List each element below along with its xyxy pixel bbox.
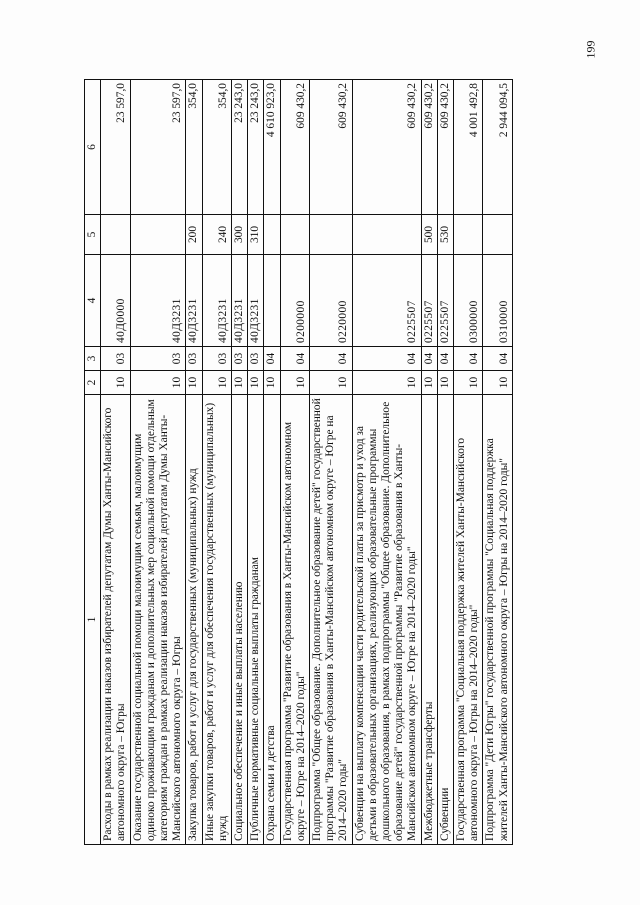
row-expense-type-cell: 240 [202,215,231,255]
table-row [186,80,202,845]
table-row [130,80,186,845]
row-name-cell: Государственная программа "Развитие образования в Ханты-Мансийском автономном округе – Югре на 2014–2020 годы" [280,395,309,845]
row-target-article-cell: 0310000 [483,255,512,347]
row-expense-type-cell: 300 [232,215,248,255]
row-target-article-cell: 40Д3231 [186,255,202,347]
table-row [310,80,353,845]
header-cell-name: 1 [85,395,101,845]
row-name-cell: Публичные нормативные социальные выплаты гражданам [248,395,264,845]
row-amount-cell: 609 430,2 [280,80,309,215]
row-target-article-cell [264,255,280,347]
row-subsection-cell: 04 [264,347,280,371]
row-expense-type-cell [264,215,280,255]
row-amount-cell: 609 430,2 [421,80,437,215]
row-target-article-cell: 0225507 [437,255,453,347]
row-target-article-cell: 40Д3231 [248,255,264,347]
header-cell-expense-type: 5 [85,215,101,255]
row-name-cell: Межбюджетные трансферты [421,395,437,845]
row-amount-cell: 2 944 094,5 [483,80,512,215]
row-subsection-cell: 03 [232,347,248,371]
row-expense-type-cell [280,215,309,255]
table-row [483,80,512,845]
row-amount-cell: 609 430,2 [437,80,453,215]
row-target-article-cell: 40Д3231 [130,255,186,347]
row-subsection-cell: 04 [352,347,421,371]
table-row [248,80,264,845]
row-name-cell: Расходы в рамках реализации наказов избирателей депутатам Думы Ханты-Мансийского автономного округа – Югры [101,395,130,845]
row-expense-type-cell [483,215,512,255]
row-target-article-cell: 40Д3231 [202,255,231,347]
table-row [101,80,130,845]
row-name-cell: Подпрограмма "Дети Югры" государственной программы "Социальная поддержка жителей Ханты-Мансийского автономного округа – Югры на 2014–2020 годы" [483,395,512,845]
table-row [454,80,483,845]
budget-table [84,79,513,845]
row-section-cell: 10 [101,371,130,395]
table-row [232,80,248,845]
row-section-cell: 10 [483,371,512,395]
header-cell-target-article: 4 [85,255,101,347]
rotated-page [84,80,554,845]
row-subsection-cell: 03 [130,347,186,371]
row-target-article-cell: 40Д3231 [232,255,248,347]
row-expense-type-cell: 530 [437,215,453,255]
table-header-row [85,80,101,845]
row-name-cell: Социальное обеспечение и иные выплаты населению [232,395,248,845]
row-subsection-cell: 03 [101,347,130,371]
row-name-cell: Субвенции [437,395,453,845]
row-section-cell: 10 [186,371,202,395]
row-section-cell: 10 [437,371,453,395]
row-amount-cell: 23 597,0 [130,80,186,215]
row-amount-cell: 354,0 [186,80,202,215]
row-expense-type-cell [454,215,483,255]
table-row [437,80,453,845]
row-subsection-cell: 04 [454,347,483,371]
row-subsection-cell: 04 [280,347,309,371]
table-row [280,80,309,845]
row-target-article-cell: 0225507 [352,255,421,347]
row-section-cell: 10 [421,371,437,395]
row-subsection-cell: 04 [421,347,437,371]
row-subsection-cell: 03 [248,347,264,371]
row-section-cell: 10 [232,371,248,395]
row-expense-type-cell [101,215,130,255]
row-name-cell: Закупка товаров, работ и услуг для государственных (муниципальных) нужд [186,395,202,845]
table-row [421,80,437,845]
row-expense-type-cell: 500 [421,215,437,255]
row-section-cell: 10 [264,371,280,395]
row-amount-cell: 23 243,0 [248,80,264,215]
row-subsection-cell: 03 [202,347,231,371]
row-target-article-cell: 0225507 [421,255,437,347]
row-subsection-cell: 04 [437,347,453,371]
row-expense-type-cell: 200 [186,215,202,255]
table-row [352,80,421,845]
row-section-cell: 10 [454,371,483,395]
row-amount-cell: 23 597,0 [101,80,130,215]
row-name-cell: Охрана семьи и детства [264,395,280,845]
row-expense-type-cell [310,215,353,255]
table-row [202,80,231,845]
row-section-cell: 10 [352,371,421,395]
header-cell-section: 2 [85,371,101,395]
row-target-article-cell: 0300000 [454,255,483,347]
row-expense-type-cell [352,215,421,255]
row-expense-type-cell [130,215,186,255]
row-section-cell: 10 [310,371,353,395]
row-expense-type-cell: 310 [248,215,264,255]
row-subsection-cell: 04 [483,347,512,371]
row-amount-cell: 4 001 492,8 [454,80,483,215]
row-name-cell: Субвенции на выплату компенсации части родительской платы за присмотр и уход за детьми в образовательных организациях, реализующих образовательные программы дошкольного образования, в рамках подпрограммы "Общее образование. Дополнительное образование детей" государственной программы "Развитие образования в Ханты-Мансийском автономном округе – Югре на 2014–2020 годы" [352,395,421,845]
row-target-article-cell: 0220000 [310,255,353,347]
row-amount-cell: 609 430,2 [352,80,421,215]
row-subsection-cell: 04 [310,347,353,371]
row-amount-cell: 609 430,2 [310,80,353,215]
row-amount-cell: 23 243,0 [232,80,248,215]
row-amount-cell: 4 610 923,0 [264,80,280,215]
page-number: 199 [583,40,598,59]
row-amount-cell: 354,0 [202,80,231,215]
row-target-article-cell: 40Д0000 [101,255,130,347]
row-name-cell: Оказание государственной социальной помощи малоимущим семьям, малоимущим одиноко проживающим гражданам и дополнительных мер социальной помощи отдельным категориям граждан в рамках реализации наказов избирателей депутатам Думы Ханты-Мансийского автономного округа – Югры [130,395,186,845]
row-name-cell: Иные закупки товаров, работ и услуг для обеспечения государственных (муниципальных) нужд [202,395,231,845]
row-name-cell: Государственная программа "Социальная поддержка жителей Ханты-Мансийского автономного округа – Югры на 2014–2020 годы" [454,395,483,845]
row-section-cell: 10 [280,371,309,395]
header-cell-amount: 6 [85,80,101,215]
table-row [264,80,280,845]
row-target-article-cell: 0200000 [280,255,309,347]
row-subsection-cell: 03 [186,347,202,371]
row-name-cell: Подпрограмма "Общее образование. Дополнительное образование детей" государственной программы "Развитие образования в Ханты-Мансийском автономном округе – Югре на 2014–2020 годы" [310,395,353,845]
row-section-cell: 10 [202,371,231,395]
row-section-cell: 10 [130,371,186,395]
row-section-cell: 10 [248,371,264,395]
header-cell-subsection: 3 [85,347,101,371]
table-body [85,80,513,845]
